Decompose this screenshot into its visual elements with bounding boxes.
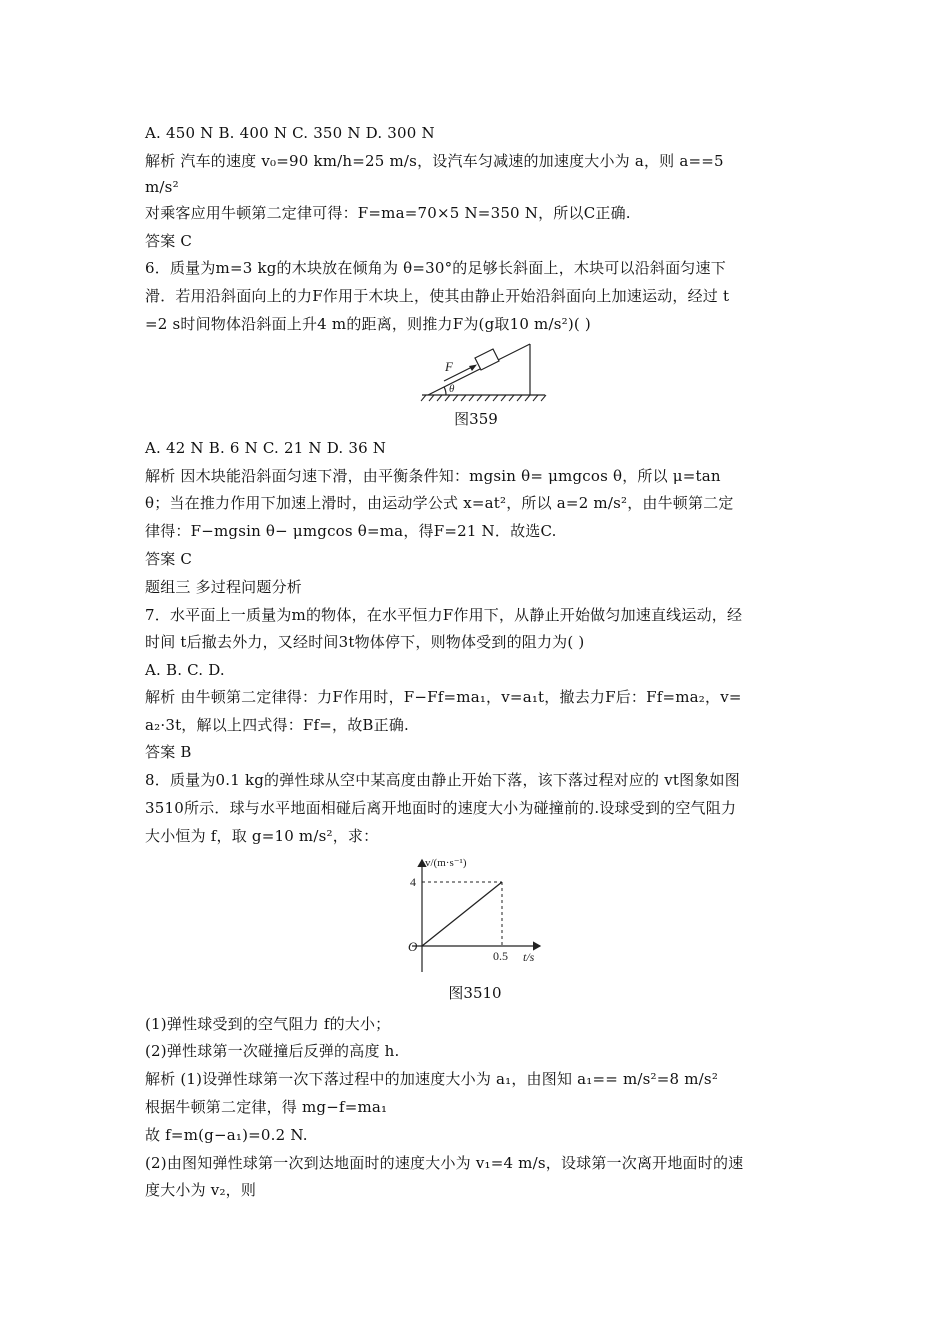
q6-stem-line2: 滑．若用沿斜面向上的力F作用于木块上，使其由静止开始沿斜面向上加速运动，经过 t bbox=[145, 287, 730, 305]
q7-options: A. B. C. D. bbox=[145, 661, 225, 679]
section-heading: 题组三 多过程问题分析 bbox=[145, 578, 302, 596]
angle-label: θ bbox=[449, 383, 455, 395]
q5-analysis-line3: 对乘客应用牛顿第二定律可得：F=ma=70×5 N=350 N，所以C正确. bbox=[145, 204, 631, 222]
incline-surface bbox=[428, 344, 530, 395]
q6-options: A. 42 N B. 6 N C. 21 N D. 36 N bbox=[145, 439, 387, 457]
vt-graph bbox=[380, 848, 555, 978]
q6-analysis-line3: 律得：F−mgsin θ− μmgcos θ=ma，得F=21 N．故选C. bbox=[145, 522, 557, 540]
q8-stem-line2: 3510所示．球与水平地面相碰后离开地面时的速度大小为碰撞前的.设球受到的空气阻力 bbox=[145, 799, 737, 817]
origin-label: O bbox=[408, 939, 418, 954]
q5-analysis-line1: 解析 汽车的速度 v₀=90 km/h=25 m/s，设汽车匀减速的加速度大小为 a，则 a==5 bbox=[145, 152, 724, 170]
q8-analysis-line2: 根据牛顿第二定律，得 mg−f=ma₁ bbox=[145, 1098, 388, 1116]
y-tick-label: 4 bbox=[410, 875, 416, 889]
q8-analysis-line5: 度大小为 v₂，则 bbox=[145, 1181, 257, 1199]
q5-options: A. 450 N B. 400 N C. 350 N D. 300 N bbox=[145, 124, 435, 142]
velocity-line bbox=[422, 882, 502, 946]
q8-part1: (1)弹性球受到的空气阻力 f的大小； bbox=[145, 1015, 391, 1033]
q6-analysis-line2: θ；当在推力作用下加速上滑时，由运动学公式 x=at²，所以 a=2 m/s²，由牛顿第二定 bbox=[145, 494, 734, 512]
q6-stem-line3: =2 s时间物体沿斜面上升4 m的距离，则推力F为(g取10 m/s²)( ) bbox=[145, 315, 591, 333]
q8-analysis-line4: (2)由图知弹性球第一次到达地面时的速度大小为 v₁=4 m/s，设球第一次离开地面时的速 bbox=[145, 1154, 744, 1172]
q5-analysis-line2: m/s² bbox=[145, 178, 179, 196]
q7-analysis-line1: 解析 由牛顿第二定律得：力F作用时，F−Ff=ma₁，v=a₁t，撤去力F后：Ff=ma₂，v= bbox=[145, 688, 742, 706]
ground-hatching bbox=[421, 395, 546, 401]
q6-stem-line1: 6．质量为m=3 kg的木块放在倾角为 θ=30°的足够长斜面上，木块可以沿斜面匀速下 bbox=[145, 259, 726, 277]
q8-part2: (2)弹性球第一次碰撞后反弹的高度 h. bbox=[145, 1042, 400, 1060]
q7-analysis-line2: a₂·3t，解以上四式得：Ff=，故B正确. bbox=[145, 716, 410, 734]
wooden-block bbox=[475, 349, 499, 370]
angle-arc bbox=[444, 387, 446, 395]
q5-answer: 答案 C bbox=[145, 232, 193, 250]
q8-stem-line1: 8．质量为0.1 kg的弹性球从空中某高度由静止开始下落，该下落过程对应的 vt图象如图 bbox=[145, 771, 740, 789]
figure-359-caption: 图359 bbox=[454, 410, 498, 428]
q8-stem-line3: 大小恒为 f，取 g=10 m/s²，求： bbox=[145, 827, 379, 845]
q6-answer: 答案 C bbox=[145, 550, 193, 568]
incline-diagram bbox=[421, 344, 546, 401]
force-label: F bbox=[445, 359, 453, 374]
incline-figure bbox=[420, 340, 550, 402]
q7-stem-line1: 7．水平面上一质量为m的物体，在水平恒力F作用下，从静止开始做匀加速直线运动，经 bbox=[145, 606, 743, 624]
figure-3510-caption: 图3510 bbox=[448, 984, 502, 1002]
x-axis-label: t/s bbox=[523, 950, 535, 964]
q7-stem-line2: 时间 t后撤去外力，又经时间3t物体停下，则物体受到的阻力为( ) bbox=[145, 633, 585, 651]
q8-analysis-line3: 故 f=m(g−a₁)=0.2 N. bbox=[145, 1126, 308, 1144]
q7-answer: 答案 B bbox=[145, 743, 192, 761]
force-arrowhead bbox=[469, 365, 477, 372]
q8-analysis-line1: 解析 (1)设弹性球第一次下落过程中的加速度大小为 a₁，由图知 a₁== m/s²=8 m/s² bbox=[145, 1070, 719, 1088]
y-axis-label: v/(m·s⁻¹) bbox=[425, 857, 467, 869]
q6-analysis-line1: 解析 因木块能沿斜面匀速下滑，由平衡条件知：mgsin θ= μmgcos θ，所以 μ=tan bbox=[145, 467, 721, 485]
x-tick-label: 0.5 bbox=[493, 949, 508, 963]
